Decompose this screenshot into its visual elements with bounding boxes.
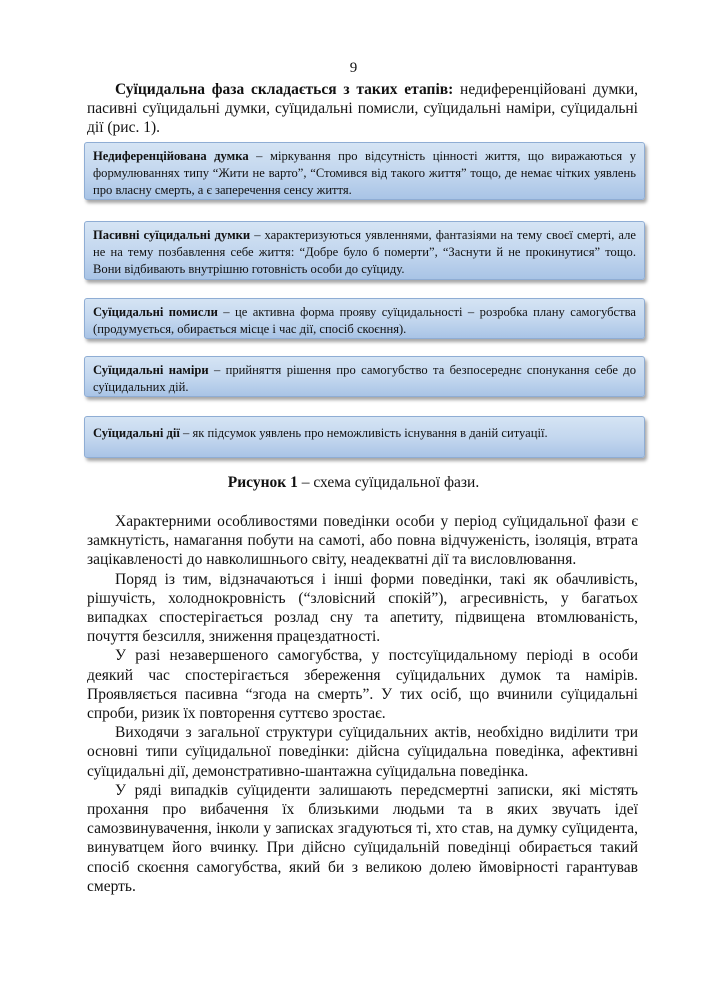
figure-caption [0, 474, 707, 492]
stage-term: Суїцидальні дії [93, 426, 180, 440]
stage-text: – це активна форма прояву суїцидальності – розробка плану самогубства (продумується, обирається місце і час дії, спосіб скоєння). [93, 305, 636, 336]
stage-box-undifferentiated-thought [84, 142, 645, 200]
stage-box-suicidal-intentions [84, 356, 645, 397]
paragraph: У ряді випадків суїциденти залишають передсмертні записки, які містять прохання про вибачення їх близькими людьми та в яких звучать ідеї самозвинувачення, інколи у записках згадуються ті, хто став, на думку суїцидента, винуватцем його вчинку. При дійсно суїцидальній поведінці обирається такий спосіб скоєння самогубства, який би з великою долею ймовірності гарантував смерть. [87, 781, 638, 895]
intro-text: недиференційовані думки, пасивні суїцидальні думки, суїцидальні помисли, суїцидальні наміри, суїцидальні дії (рис. 1). [87, 81, 638, 136]
intro-paragraph [87, 80, 638, 137]
stage-text: – характеризуються уявленнями, фантазіями на тему своєї смерті, але не на тему позбавлення себе життя: “Добре було б померти”, “Заснути й не прокинутися” тощо. Вони відбивають внутрішню готовність особи до суїциду. [93, 228, 636, 276]
paragraph: Характерними особливостями поведінки особи у період суїцидальної фази є замкнутість, намагання побути на самоті, або повна відчуженість, ізоляція, втрата зацікавленості до навколишнього світу, неадекватні дії та висловлювання. [87, 513, 638, 569]
stage-text: – міркування про відсутність цінності життя, що виражаються у формулюваннях типу “Жити не варто”, “Стомився від такого життя” тощо, де немає чітких уявлень про власну смерть, а є заперечення сенсу життя. [93, 149, 636, 197]
stage-term: Недиференційована думка [93, 149, 249, 163]
intro-bold: Суїцидальна фаза складається з таких етапів: [115, 81, 454, 98]
stage-box-suicidal-ideation [84, 298, 645, 339]
paragraph: Виходячи з загальної структури суїцидальних актів, необхідно виділити три основні типи суїцидальної поведінки: дійсна суїцидальна поведінка, афективні суїцидальні дії, демонстративно-шантажна суїцидальна поведінка. [87, 724, 638, 780]
stage-text: – як підсумок уявлень про неможливість існування в даній ситуації. [179, 426, 548, 440]
stage-term: Пасивні суїцидальні думки [93, 228, 251, 242]
caption-label: Рисунок 1 [227, 474, 298, 491]
paragraph: Поряд із тим, відзначаються і інші форми поведінки, такі як обачливість, рішучість, холоднокровність (“зловісний спокій”), агресивність, у багатьох випадках спостерігається розлад сну та апетиту, підвищена втомлюваність, почуття безсилля, зниження працездатності. [87, 570, 638, 646]
stage-term: Суїцидальні наміри [93, 363, 209, 377]
page-number: 9 [349, 60, 358, 76]
paragraph: У разі незавершеного самогубства, у постсуїцидальному періоді в особи деякий час спостерігається збереження суїцидальних думок та намірів. Проявляється пасивна “згода на смерть”. У тих осіб, що вчинили суїцидальні спроби, ризик їх повторення суттєво зростає. [87, 647, 638, 723]
stage-box-passive-thoughts [84, 221, 645, 280]
stage-box-suicidal-actions [84, 416, 645, 458]
stage-text: – прийняття рішення про самогубство та безпосереднє спонукання себе до суїцидальних дій. [93, 363, 636, 394]
stage-term: Суїцидальні помисли [93, 305, 218, 319]
body-text [87, 512, 638, 896]
caption-text: – схема суїцидальної фази. [297, 474, 480, 491]
